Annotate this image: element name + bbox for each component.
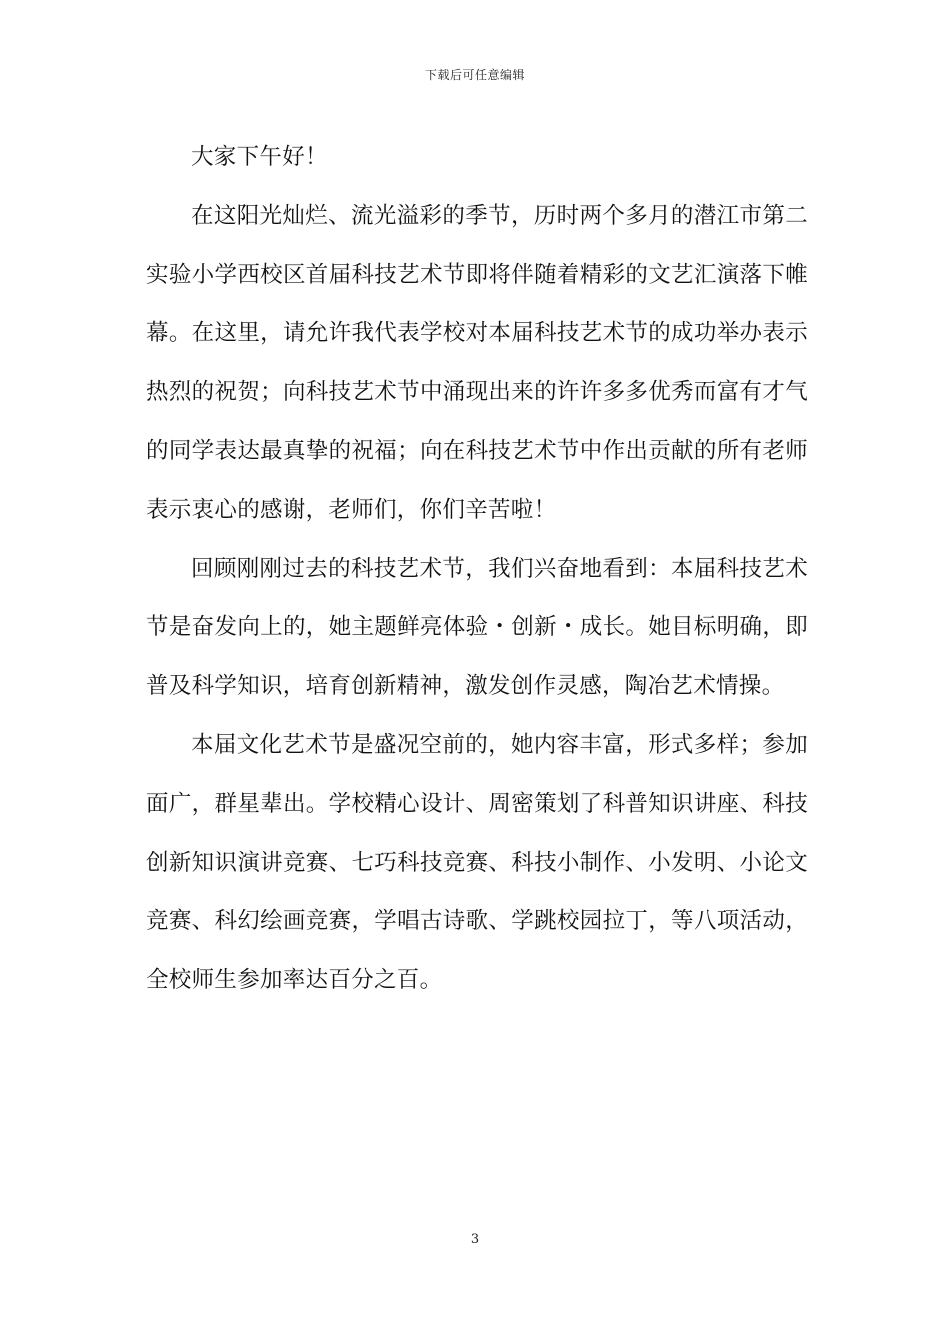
- paragraph-activities: 本届文化艺术节是盛况空前的，她内容丰富，形式多样；参加面广，群星辈出。学校精心设计、周密策划了科普知识讲座、科技创新知识演讲竞赛、七巧科技竞赛、科技小制作、小发明、小论文竞赛、科幻绘画竞赛，学唱古诗歌、学跳校园拉丁，等八项活动，全校师生参加率达百分之百。: [146, 731, 808, 994]
- body-text: [146, 128, 808, 1010]
- paragraph-congratulations: 在这阳光灿烂、流光溢彩的季节，历时两个多月的潜江市第二实验小学西校区首届科技艺术节即将伴随着精彩的文艺汇演落下帷幕。在这里，请允许我代表学校对本届科技艺术节的成功举办表示热烈的祝贺；向科技艺术节中涌现出来的许许多多优秀而富有才气的同学表达最真挚的祝福；向在科技艺术节中作出贡献的所有老师表示衷心的感谢，老师们，你们辛苦啦！: [146, 202, 808, 523]
- header-note: 下载后可任意编辑: [424, 68, 525, 82]
- paragraph-review: 回顾刚刚过去的科技艺术节，我们兴奋地看到：本届科技艺术节是奋发向上的，她主题鲜亮体验・创新・成长。她目标明确，即普及科学知识，培育创新精神，激发创作灵感，陶冶艺术情操。: [146, 555, 808, 700]
- paragraph-greeting: 大家下午好！: [191, 144, 328, 170]
- page-number: 3: [470, 1232, 480, 1247]
